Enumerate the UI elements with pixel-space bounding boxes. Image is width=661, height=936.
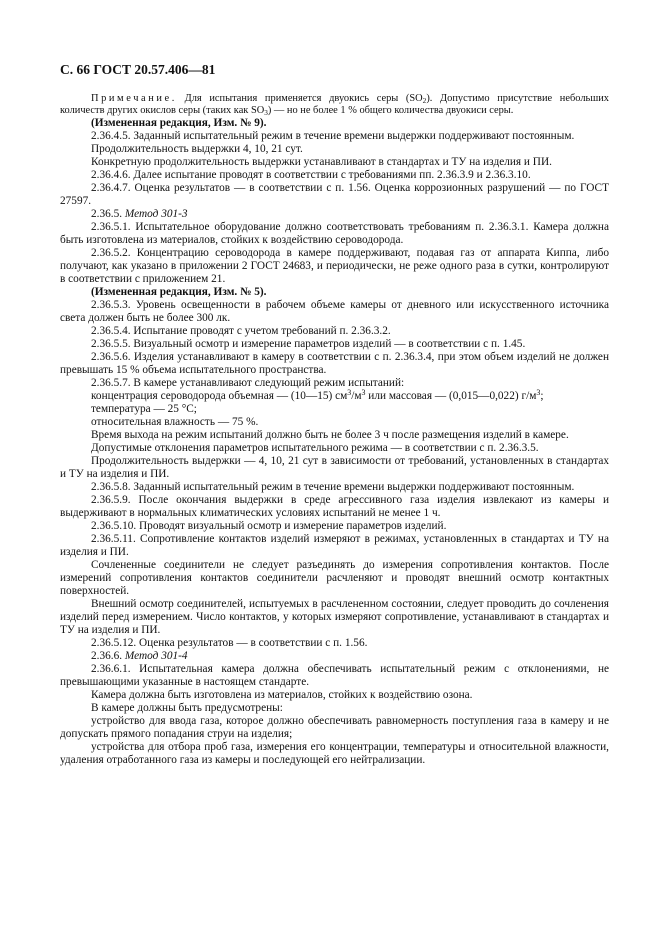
- clause-2-36-4-5: 2.36.4.5. Заданный испытательный режим в течение времени выдержки поддерживают постоянным.: [91, 130, 575, 142]
- paragraph: Камера должна быть изготовлена из материалов, стойких к воздействию озона.: [91, 689, 473, 701]
- clause-2-36-5-11: 2.36.5.11. Сопротивление контактов изделий измеряют в режимах, установленных в стандартах и ТУ на изделия и ПИ.: [60, 533, 609, 558]
- note-label: Примечание.: [91, 93, 177, 104]
- paragraph: Продолжительность выдержки 4, 10, 21 сут.: [91, 143, 303, 155]
- list-item: устройство для ввода газа, которое должно обеспечивать равномерность поступления газа в камеру и не допускать прямого попадания струи на изделия;: [60, 715, 609, 740]
- paragraph: Допустимые отклонения параметров испытательного режима — в соответствии с п. 2.36.3.5.: [91, 442, 539, 454]
- clause-2-36-5-12: 2.36.5.12. Оценка результатов — в соответствии с п. 1.56.: [91, 637, 368, 649]
- method-title: Метод 301-4: [124, 650, 188, 662]
- clause-2-36-5-10: 2.36.5.10. Проводят визуальный осмотр и измерение параметров изделий.: [91, 520, 447, 532]
- humidity-line: относительная влажность — 75 %.: [91, 416, 259, 428]
- paragraph: Продолжительность выдержки — 4, 10, 21 сут в зависимости от требований, установленных в стандартах и ТУ на изделия и ПИ.: [60, 455, 609, 480]
- clause-2-36-5-2: 2.36.5.2. Концентрацию сероводорода в камере поддерживают, подавая газ от аппарата Киппа, либо получают, как указано в приложении 2 ГОСТ 24683, и периодически, не реже одного раза в сутки, контролируют в соответствии с приложением 21.: [60, 247, 609, 285]
- amendment-note: (Измененная редакция, Изм. № 5).: [91, 286, 267, 298]
- clause-2-36-4-7: 2.36.4.7. Оценка результатов — в соответствии с п. 1.56. Оценка коррозионных разрушений — по ГОСТ 27597.: [60, 182, 609, 207]
- clause-2-36-5-8: 2.36.5.8. Заданный испытательный режим в течение времени выдержки поддерживают постоянным.: [91, 481, 575, 493]
- clause-2-36-5-heading: 2.36.5. Метод 301-3: [91, 208, 188, 220]
- clause-2-36-5-6: 2.36.5.6. Изделия устанавливают в камеру в соответствии с п. 2.36.3.4, при этом объем изделий не должен превышать 15 % объема испытательного пространства.: [60, 351, 609, 376]
- paragraph: Сочлененные соединители не следует разъединять до измерения сопротивления контактов. После измерений сопротивления контактов соединители расчленяют и проводят внешний осмотр контактных поверхностей.: [60, 559, 609, 597]
- paragraph: Время выхода на режим испытаний должно быть не более 3 ч после размещения изделий в камере.: [91, 429, 569, 441]
- paragraph: Внешний осмотр соединителей, испытуемых в расчлененном состоянии, следует проводить до сочленения изделий перед измерением. Число контактов, у которых измеряют сопротивление, устанавливают в стандартах и ТУ на изделия и ПИ.: [60, 598, 609, 636]
- temperature-line: температура — 25 °С;: [91, 403, 197, 415]
- paragraph: В камере должны быть предусмотрены:: [91, 702, 283, 714]
- amendment-note: (Измененная редакция, Изм. № 9).: [91, 117, 267, 129]
- clause-2-36-4-6: 2.36.4.6. Далее испытание проводят в соответствии с требованиями пп. 2.36.3.9 и 2.36.3.10.: [91, 169, 531, 181]
- clause-2-36-5-7: 2.36.5.7. В камере устанавливают следующий режим испытаний:: [91, 377, 405, 389]
- clause-2-36-5-9: 2.36.5.9. После окончания выдержки в среде агрессивного газа изделия извлекают из камеры и выдерживают в нормальных климатических условиях испытаний не менее 1 ч.: [60, 494, 609, 519]
- clause-2-36-5-3: 2.36.5.3. Уровень освещенности в рабочем объеме камеры от дневного или искусственного источника света должен быть не более 300 лк.: [60, 299, 609, 324]
- note-paragraph: Примечание. Для испытания применяется двуокись серы $(SO_2)$. Допустимо присутствие небольших количеств других окислов серы (таких как $SO_3$) — но не более 1 % общего количества двуокиси серы.: [60, 93, 609, 117]
- clause-2-36-5-1: 2.36.5.1. Испытательное оборудование должно соответствовать требованиям п. 2.36.3.1. Камера должна быть изготовлена из материалов, стойких к воздействию сероводорода.: [60, 221, 609, 246]
- document-body: [60, 93, 609, 767]
- clause-2-36-6-1: 2.36.6.1. Испытательная камера должна обеспечивать испытательный режим с отклонениями, не превышающими указанные в настоящем стандарте.: [60, 663, 609, 688]
- list-item: устройства для отбора проб газа, измерения его концентрации, температуры и относительной влажности, удаления отработанного газа из камеры и последующей его нейтрализации.: [60, 741, 609, 766]
- clause-2-36-6-heading: 2.36.6. Метод 301-4: [91, 650, 188, 662]
- clause-2-36-5-5: 2.36.5.5. Визуальный осмотр и измерение параметров изделий — в соответствии с п. 1.45.: [91, 338, 526, 350]
- page-header: С. 66 ГОСТ 20.57.406—81: [60, 62, 216, 77]
- method-title: Метод 301-3: [124, 208, 188, 220]
- paragraph: Конкретную продолжительность выдержки устанавливают в стандартах и ТУ на изделия и ПИ.: [91, 156, 552, 168]
- concentration-line: концентрация сероводорода объемная — (10—15) $см^3/м^3$ или массовая — (0,015—0,022) $г/м^3$;: [91, 388, 544, 402]
- clause-2-36-5-4: 2.36.5.4. Испытание проводят с учетом требований п. 2.36.3.2.: [91, 325, 391, 337]
